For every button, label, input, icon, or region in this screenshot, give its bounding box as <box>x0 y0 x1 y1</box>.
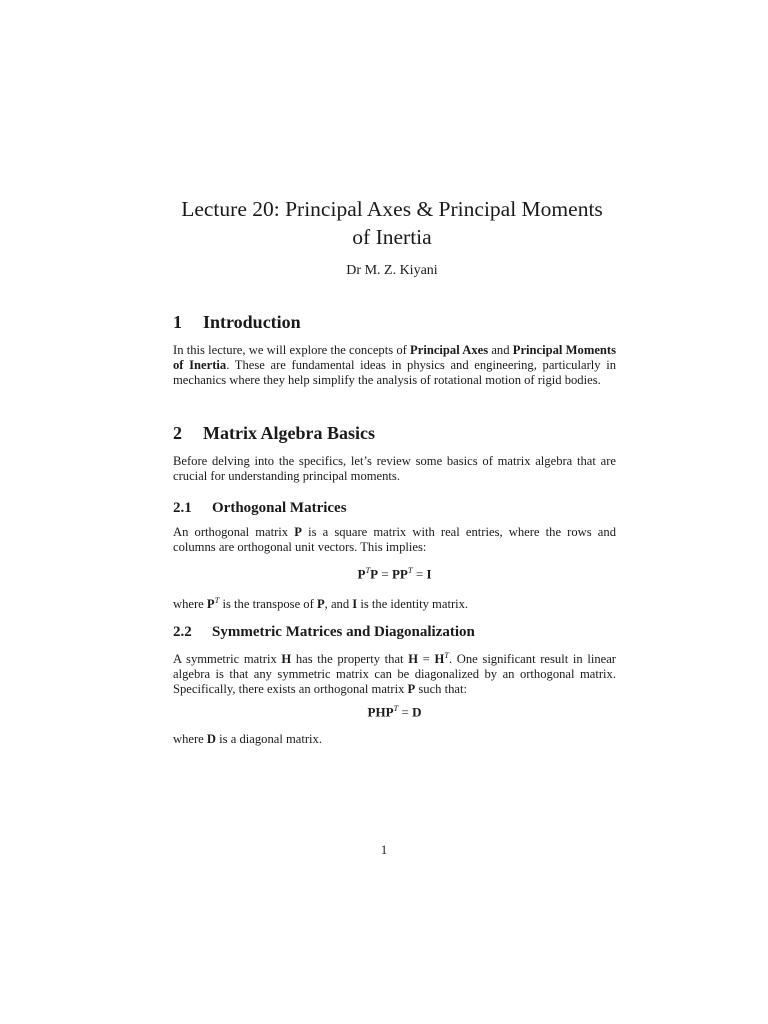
subsection-heading-orthogonal <box>173 500 347 517</box>
eq-term: P <box>357 566 366 582</box>
bold-symbol: H <box>281 652 292 667</box>
page-number: 1 <box>380 843 388 857</box>
subsection-number: 2.1 <box>173 500 192 516</box>
equation-diagonalization <box>173 703 616 720</box>
bold-term-principal-moments: Principal Moments of Inertia <box>173 343 617 372</box>
text-run: An orthogonal matrix <box>173 525 295 539</box>
title-line-2: of Inertia <box>352 225 432 249</box>
subsection-title: Symmetric Matrices and Diagonalization <box>212 624 475 640</box>
document-title <box>150 195 634 251</box>
text-run: is a diagonal matrix. <box>216 732 323 746</box>
text-run: , and <box>324 597 353 612</box>
section-heading-introduction <box>173 312 301 333</box>
superscript: T <box>444 650 449 660</box>
superscript: T <box>214 595 220 605</box>
orthogonal-paragraph <box>173 525 616 555</box>
eq-operator: = <box>412 566 427 582</box>
bold-symbol: H <box>408 652 419 667</box>
eq-term: I <box>426 566 432 582</box>
eq-term: PHP <box>367 704 394 720</box>
eq-term: P <box>370 566 379 582</box>
section-heading-matrix-algebra <box>173 423 375 444</box>
equation-orthogonal <box>173 565 616 582</box>
text-run: . These are fundamental ideas in physics and engineering, particularly in mechanics where they help simplify the analysis of rotational motion of rigid bodies. <box>173 358 616 387</box>
author: Dr M. Z. Kiyani <box>346 263 438 278</box>
bold-symbol: P <box>206 597 215 612</box>
bold-symbol: P <box>294 525 302 539</box>
text-run: is a square matrix with real entries, where the rows and columns are orthogonal unit vectors. This implies: <box>173 525 616 554</box>
bold-symbol: I <box>352 597 358 612</box>
eq-operator: = <box>398 704 413 720</box>
text-run: In this lecture, we will explore the concepts of <box>173 343 411 357</box>
subsection-title: Orthogonal Matrices <box>212 500 347 516</box>
eq-term: D <box>412 704 422 720</box>
eq-superscript: T <box>393 703 399 713</box>
intro-paragraph <box>173 343 616 388</box>
bold-symbol: D <box>206 732 217 746</box>
orthogonal-after-paragraph <box>173 593 616 612</box>
bold-symbol: P <box>407 682 416 697</box>
eq-superscript: T <box>365 565 371 575</box>
subsection-heading-symmetric <box>173 624 475 641</box>
eq-superscript: T <box>407 565 413 575</box>
subsection-number: 2.2 <box>173 624 192 640</box>
bold-symbol: P <box>316 597 325 612</box>
text-run: where <box>173 732 207 746</box>
bold-symbol: H <box>434 652 445 667</box>
title-line-1: Lecture 20: Principal Axes & Principal Moments <box>181 197 603 221</box>
symmetric-after-paragraph <box>173 732 616 747</box>
eq-operator: = <box>378 566 392 582</box>
text-run: and <box>488 343 513 357</box>
section-title: Matrix Algebra Basics <box>203 423 375 443</box>
eq-term: PP <box>391 566 408 582</box>
text-run: where <box>173 597 207 612</box>
section-title: Introduction <box>203 312 301 332</box>
matrix-intro-paragraph: Before delving into the specifics, let’s review some basics of matrix algebra that are crucial for understanding principal moments. <box>173 454 616 483</box>
text-run: is the identity matrix. <box>357 597 469 612</box>
bold-term-principal-axes: Principal Axes <box>410 343 489 357</box>
section-number: 1 <box>173 312 182 332</box>
text-run: has the property that <box>291 652 409 667</box>
symmetric-paragraph <box>173 648 616 697</box>
text-run: is the transpose of <box>219 597 317 612</box>
text-run: . One significant result in linear algebra is that any symmetric matrix can be diagonalized by an orthogonal matrix. Specifically, there exists an orthogonal matrix <box>173 652 616 697</box>
text-run: = <box>418 652 435 667</box>
section-number: 2 <box>173 423 182 443</box>
text-run: such that: <box>415 682 468 697</box>
text-run: A symmetric matrix <box>173 652 282 667</box>
